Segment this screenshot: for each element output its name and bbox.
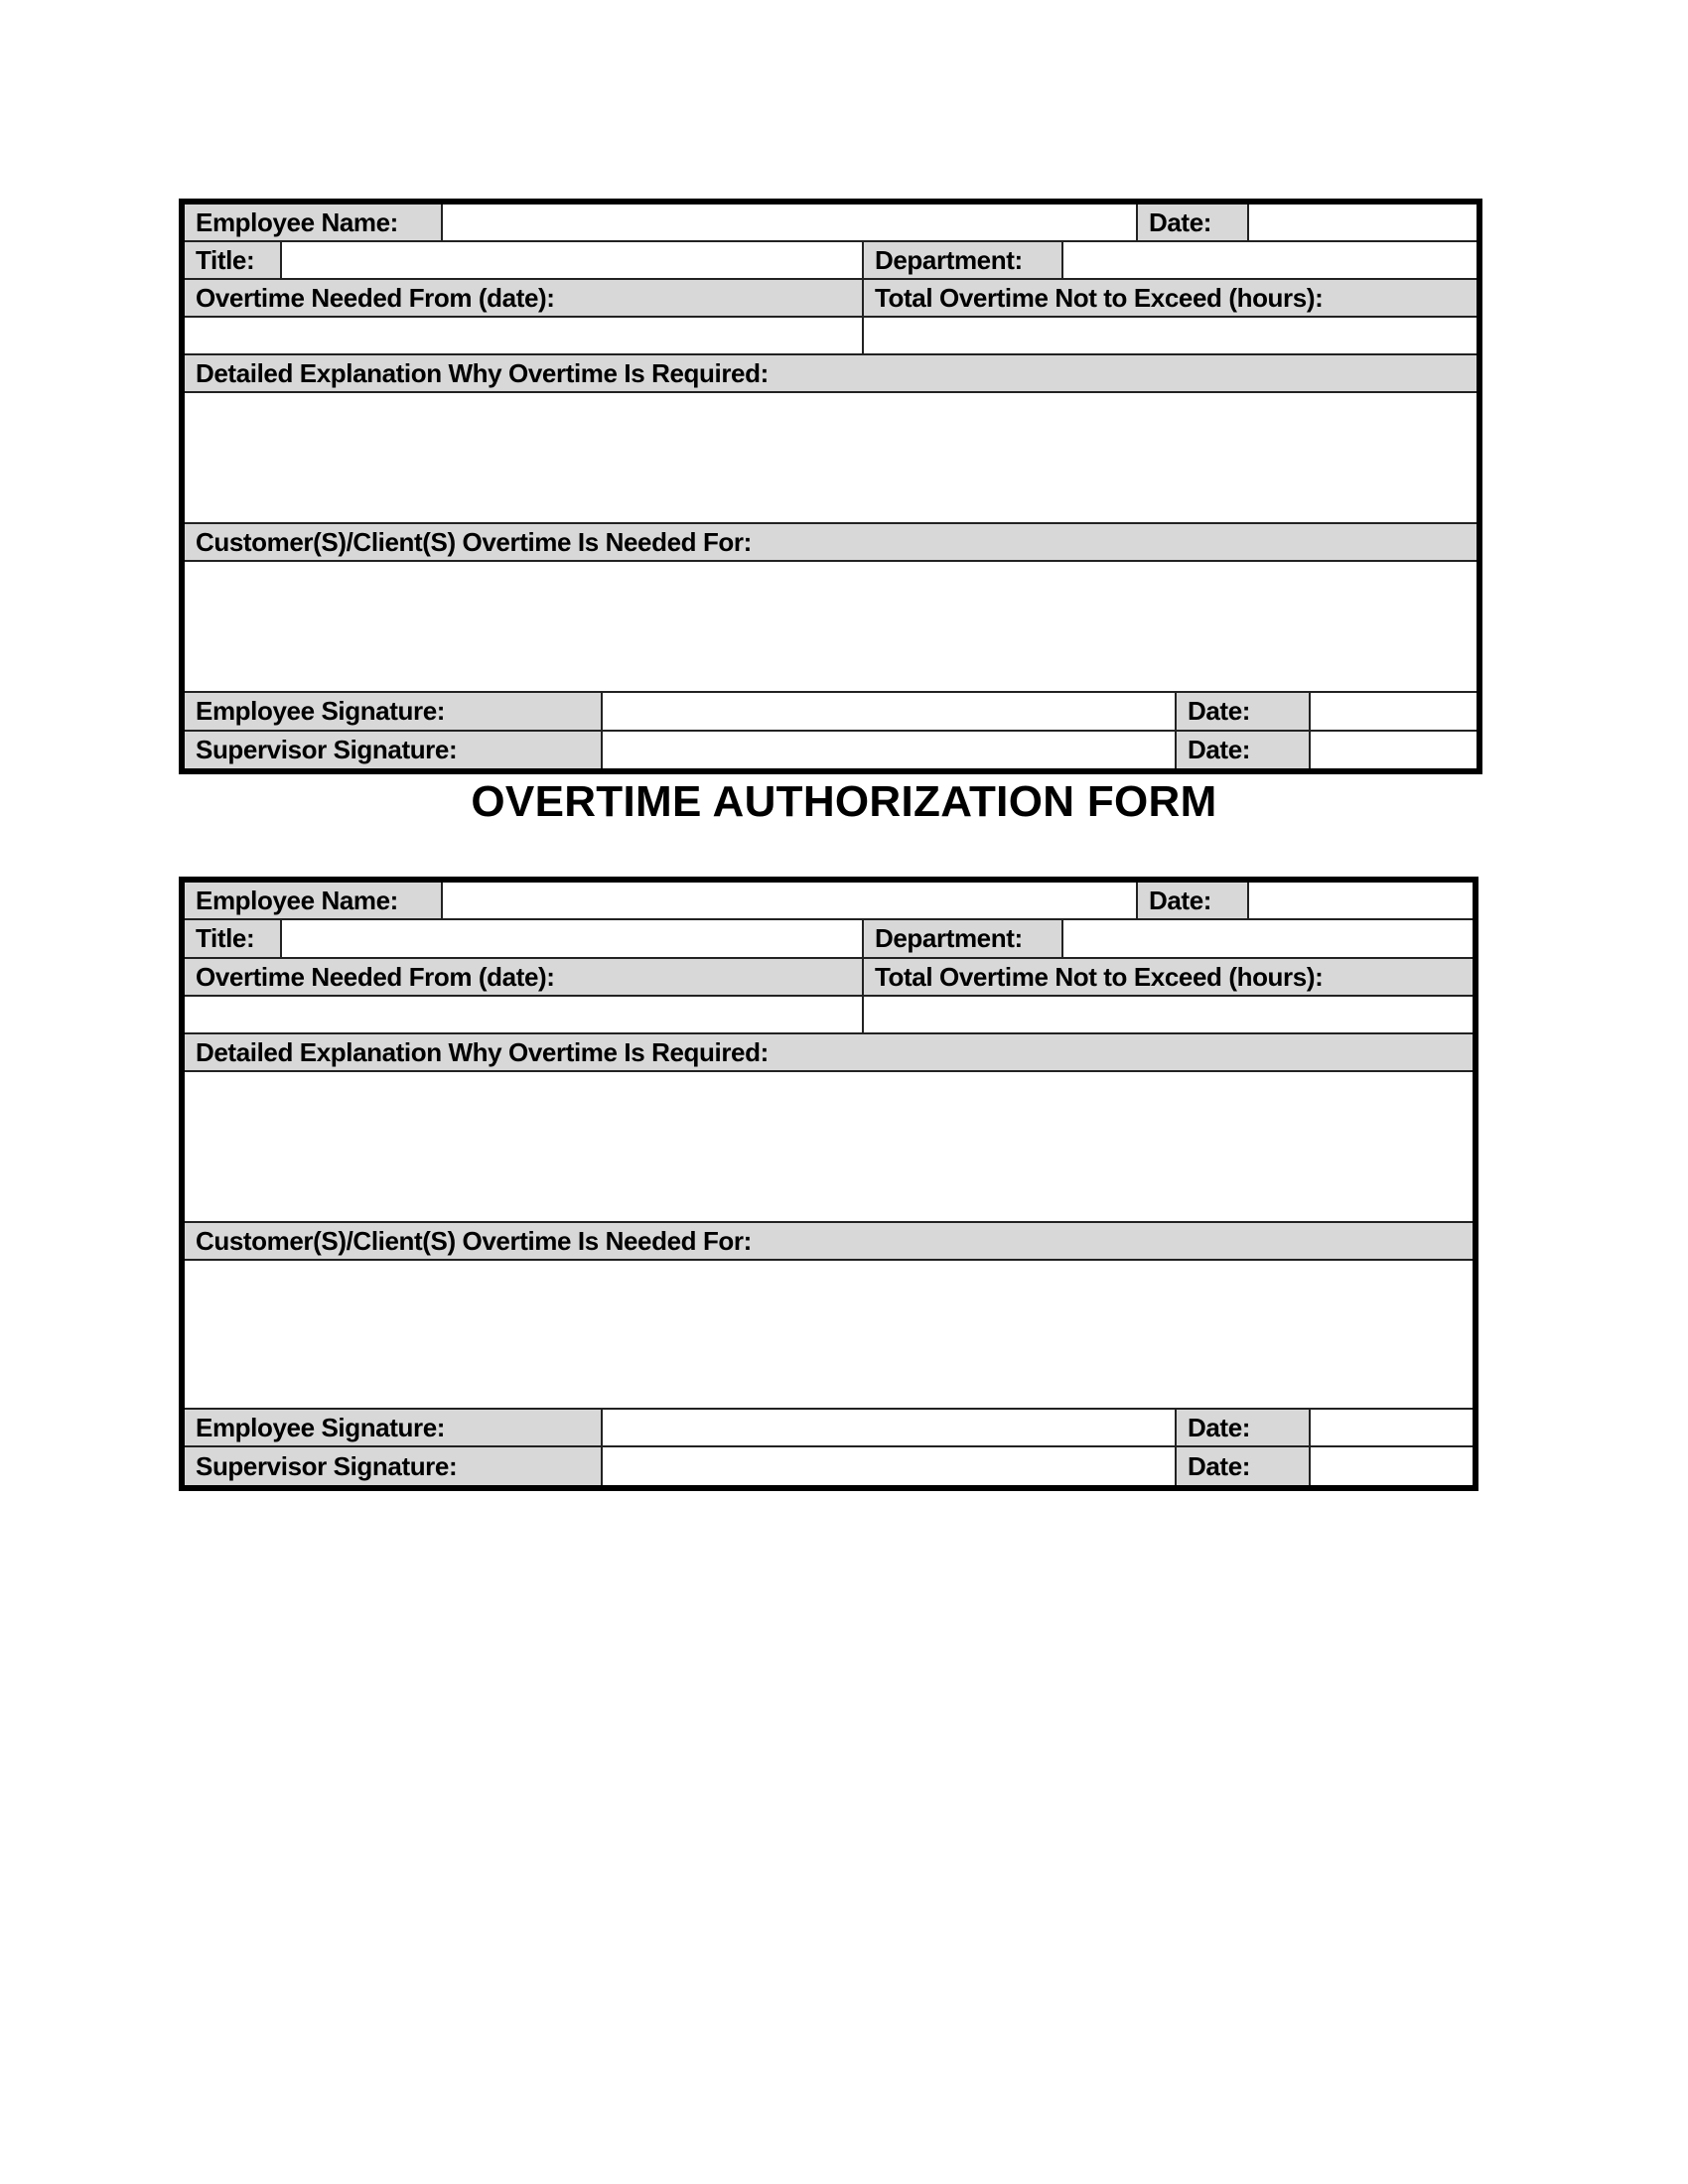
customers-label: Customer(S)/Client(S) Overtime Is Needed For: (185, 524, 1477, 562)
total-overtime-field[interactable] (864, 318, 1477, 355)
explanation-textarea[interactable] (185, 393, 1477, 524)
supervisor-signature-date-label: Date: (1177, 1447, 1311, 1485)
employee-signature-date-field[interactable] (1311, 693, 1477, 732)
date-label: Date: (1138, 205, 1249, 242)
title-field[interactable] (282, 242, 864, 280)
title-field[interactable] (282, 920, 864, 959)
date-field[interactable] (1249, 883, 1473, 920)
employee-signature-label: Employee Signature: (185, 693, 603, 732)
supervisor-signature-label: Supervisor Signature: (185, 1447, 603, 1485)
customers-label: Customer(S)/Client(S) Overtime Is Needed For: (185, 1223, 1473, 1261)
supervisor-signature-date-field[interactable] (1311, 1447, 1473, 1485)
explanation-label: Detailed Explanation Why Overtime Is Required: (185, 1034, 1473, 1072)
employee-name-field[interactable] (443, 883, 1138, 920)
date-label: Date: (1138, 883, 1249, 920)
overtime-from-field[interactable] (185, 997, 864, 1034)
customers-textarea[interactable] (185, 1261, 1473, 1410)
department-field[interactable] (1063, 242, 1477, 280)
department-label: Department: (864, 242, 1063, 280)
overtime-from-label: Overtime Needed From (date): (185, 280, 864, 318)
employee-signature-field[interactable] (603, 693, 1177, 732)
date-field[interactable] (1249, 205, 1477, 242)
title-label: Title: (185, 920, 282, 959)
overtime-form-1 (179, 199, 1482, 774)
explanation-textarea[interactable] (185, 1072, 1473, 1223)
employee-signature-field[interactable] (603, 1410, 1177, 1447)
employee-signature-date-label: Date: (1177, 693, 1311, 732)
form-title: OVERTIME AUTHORIZATION FORM (471, 777, 1217, 826)
supervisor-signature-date-label: Date: (1177, 732, 1311, 768)
employee-signature-label: Employee Signature: (185, 1410, 603, 1447)
supervisor-signature-date-field[interactable] (1311, 732, 1477, 768)
supervisor-signature-label: Supervisor Signature: (185, 732, 603, 768)
employee-signature-date-label: Date: (1177, 1410, 1311, 1447)
employee-name-field[interactable] (443, 205, 1138, 242)
title-label: Title: (185, 242, 282, 280)
employee-signature-date-field[interactable] (1311, 1410, 1473, 1447)
explanation-label: Detailed Explanation Why Overtime Is Required: (185, 355, 1477, 393)
department-field[interactable] (1063, 920, 1473, 959)
supervisor-signature-field[interactable] (603, 1447, 1177, 1485)
employee-name-label: Employee Name: (185, 205, 443, 242)
total-overtime-label: Total Overtime Not to Exceed (hours): (864, 959, 1473, 997)
supervisor-signature-field[interactable] (603, 732, 1177, 768)
employee-name-label: Employee Name: (185, 883, 443, 920)
total-overtime-label: Total Overtime Not to Exceed (hours): (864, 280, 1477, 318)
customers-textarea[interactable] (185, 562, 1477, 693)
overtime-from-label: Overtime Needed From (date): (185, 959, 864, 997)
overtime-from-field[interactable] (185, 318, 864, 355)
overtime-form-2 (179, 877, 1478, 1491)
department-label: Department: (864, 920, 1063, 959)
total-overtime-field[interactable] (864, 997, 1473, 1034)
